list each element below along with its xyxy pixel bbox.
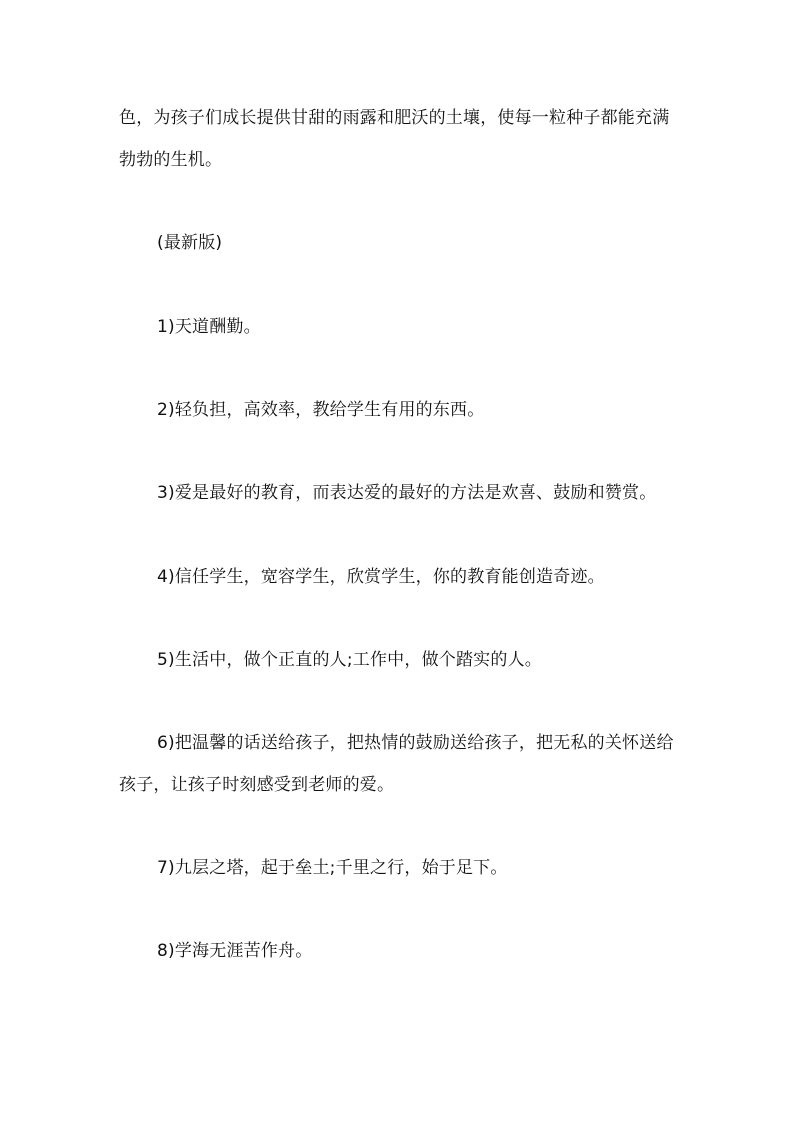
list-item-6: 6)把温馨的话送给孩子，把热情的鼓励送给孩子，把无私的关怀送给孩子，让孩子时刻感受到老师的爱。 — [119, 733, 674, 795]
list-item-2: 2)轻负担，高效率，教给学生有用的东西。 — [157, 400, 485, 420]
paragraph-continuation: 色，为孩子们成长提供甘甜的雨露和肥沃的土壤，使每一粒种子都能充满勃勃的生机。 — [119, 108, 670, 170]
paragraph-version-note: (最新版) — [157, 233, 223, 253]
list-item-3: 3)爱是最好的教育，而表达爱的最好的方法是欢喜、鼓励和赞赏。 — [157, 483, 657, 503]
list-item-8: 8)学海无涯苦作舟。 — [157, 941, 313, 961]
list-item-5: 5)生活中，做个正直的人;工作中，做个踏实的人。 — [157, 650, 542, 670]
list-item-1: 1)天道酬勤。 — [157, 317, 261, 337]
list-item-4: 4)信任学生，宽容学生，欣赏学生，你的教育能创造奇迹。 — [157, 567, 605, 587]
list-item-7: 7)九层之塔，起于垒土;千里之行，始于足下。 — [157, 858, 508, 878]
